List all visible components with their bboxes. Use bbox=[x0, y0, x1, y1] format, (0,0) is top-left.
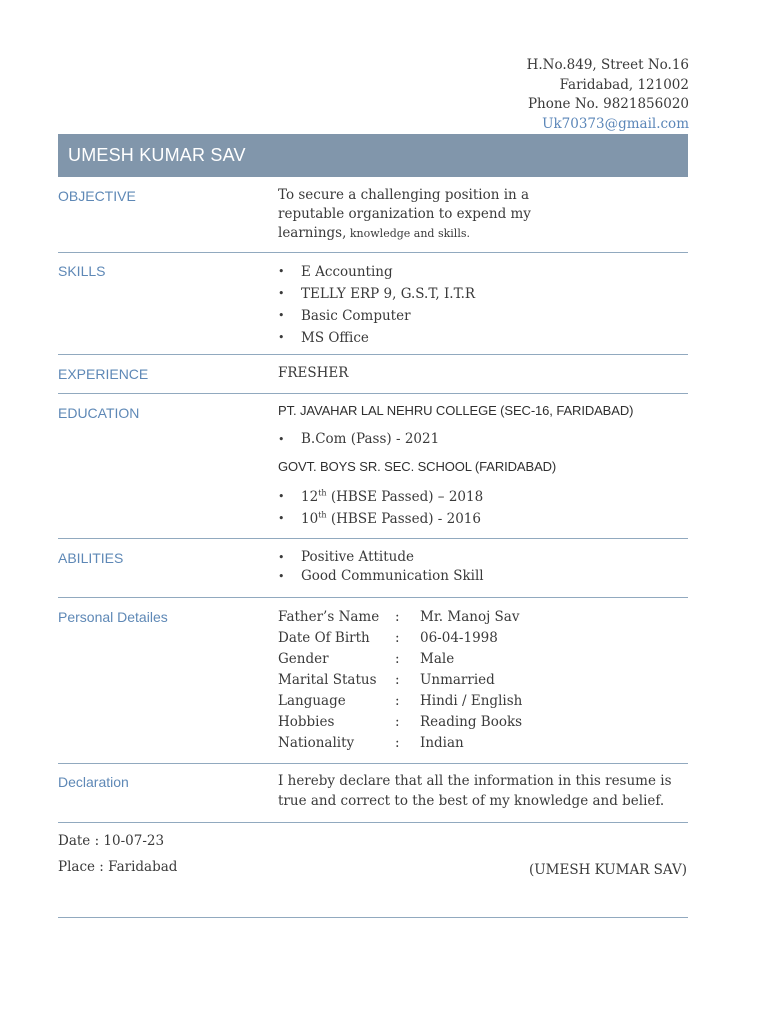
skill-item: • Basic Computer bbox=[278, 305, 688, 327]
colon-separator: : bbox=[395, 651, 400, 667]
personal-value: Unmarried bbox=[420, 672, 495, 688]
personal-key: Gender bbox=[278, 651, 329, 667]
school-list bbox=[278, 486, 688, 530]
college-name: PT. JAVAHAR LAL NEHRU COLLEGE (SEC-16, FARIDABAD) bbox=[278, 403, 634, 418]
section-divider bbox=[58, 393, 688, 394]
section-divider bbox=[58, 763, 688, 764]
personal-value: 06-04-1998 bbox=[420, 630, 498, 646]
colon-separator: : bbox=[395, 714, 400, 730]
colon-separator: : bbox=[395, 609, 400, 625]
education-item: • B.Com (Pass) - 2021 bbox=[278, 430, 688, 449]
contact-block bbox=[527, 56, 689, 135]
skill-item: • TELLY ERP 9, G.S.T, I.T.R bbox=[278, 283, 688, 305]
declaration-label: Declaration bbox=[58, 774, 129, 790]
skill-item: • MS Office bbox=[278, 327, 688, 349]
personal-value: Male bbox=[420, 651, 455, 667]
colon-separator: : bbox=[395, 693, 400, 709]
personal-value: Indian bbox=[420, 735, 464, 751]
skills-list bbox=[278, 261, 688, 349]
personal-details-label: Personal Detailes bbox=[58, 609, 168, 625]
personal-value: Reading Books bbox=[420, 714, 523, 730]
skill-item: • E Accounting bbox=[278, 261, 688, 283]
abilities-label: ABILITIES bbox=[58, 550, 124, 566]
personal-key: Date Of Birth bbox=[278, 630, 370, 646]
personal-value: Mr. Manoj Sav bbox=[420, 609, 520, 625]
education-item: • 12th (HBSE Passed) – 2018 bbox=[278, 486, 688, 508]
date-field: Date : 10-07-23 bbox=[58, 833, 165, 849]
objective-main-text: To secure a challenging position in a reputable organization to expend my learnings, bbox=[278, 187, 531, 241]
email-link[interactable]: Uk70373@gmail.com bbox=[542, 116, 689, 133]
experience-label: EXPERIENCE bbox=[58, 366, 149, 382]
section-divider bbox=[58, 354, 688, 355]
phone-number: Phone No. 9821856020 bbox=[527, 96, 689, 113]
school-name: GOVT. BOYS SR. SEC. SCHOOL (FARIDABAD) bbox=[278, 459, 557, 474]
objective-label: OBJECTIVE bbox=[58, 188, 136, 204]
skills-label: SKILLS bbox=[58, 263, 106, 279]
address-line-1: H.No.849, Street No.16 bbox=[526, 57, 689, 73]
address-line-2: Faridabad, 121002 bbox=[559, 76, 689, 93]
personal-key: Language bbox=[278, 693, 346, 709]
objective-small-text: knowledge and skills. bbox=[346, 227, 470, 240]
personal-key: Marital Status bbox=[278, 672, 377, 688]
education-label: EDUCATION bbox=[58, 405, 140, 421]
ability-item: • Good Communication Skill bbox=[278, 567, 688, 586]
personal-value: Hindi / English bbox=[420, 693, 523, 709]
college-list bbox=[278, 430, 688, 449]
signature-name: (UMESH KUMAR SAV) bbox=[529, 862, 687, 878]
experience-value: FRESHER bbox=[278, 365, 349, 381]
ability-item: • Positive Attitude bbox=[278, 548, 688, 567]
objective-text bbox=[278, 186, 598, 243]
name-header: UMESH KUMAR SAV bbox=[58, 134, 688, 177]
abilities-list bbox=[278, 548, 688, 586]
section-divider bbox=[58, 538, 688, 539]
personal-key: Father’s Name bbox=[278, 609, 380, 625]
personal-key: Nationality bbox=[278, 735, 355, 751]
education-item: • 10th (HBSE Passed) - 2016 bbox=[278, 508, 688, 530]
footer-divider bbox=[58, 917, 688, 918]
section-divider bbox=[58, 597, 688, 598]
colon-separator: : bbox=[395, 672, 400, 688]
colon-separator: : bbox=[395, 630, 400, 646]
section-divider bbox=[58, 822, 688, 823]
declaration-text: I hereby declare that all the information in this resume is true and correct to the best of my knowledge and belief. bbox=[278, 773, 672, 809]
place-field: Place : Faridabad bbox=[58, 859, 178, 875]
colon-separator: : bbox=[395, 735, 400, 751]
section-divider bbox=[58, 252, 688, 253]
personal-key: Hobbies bbox=[278, 714, 335, 730]
